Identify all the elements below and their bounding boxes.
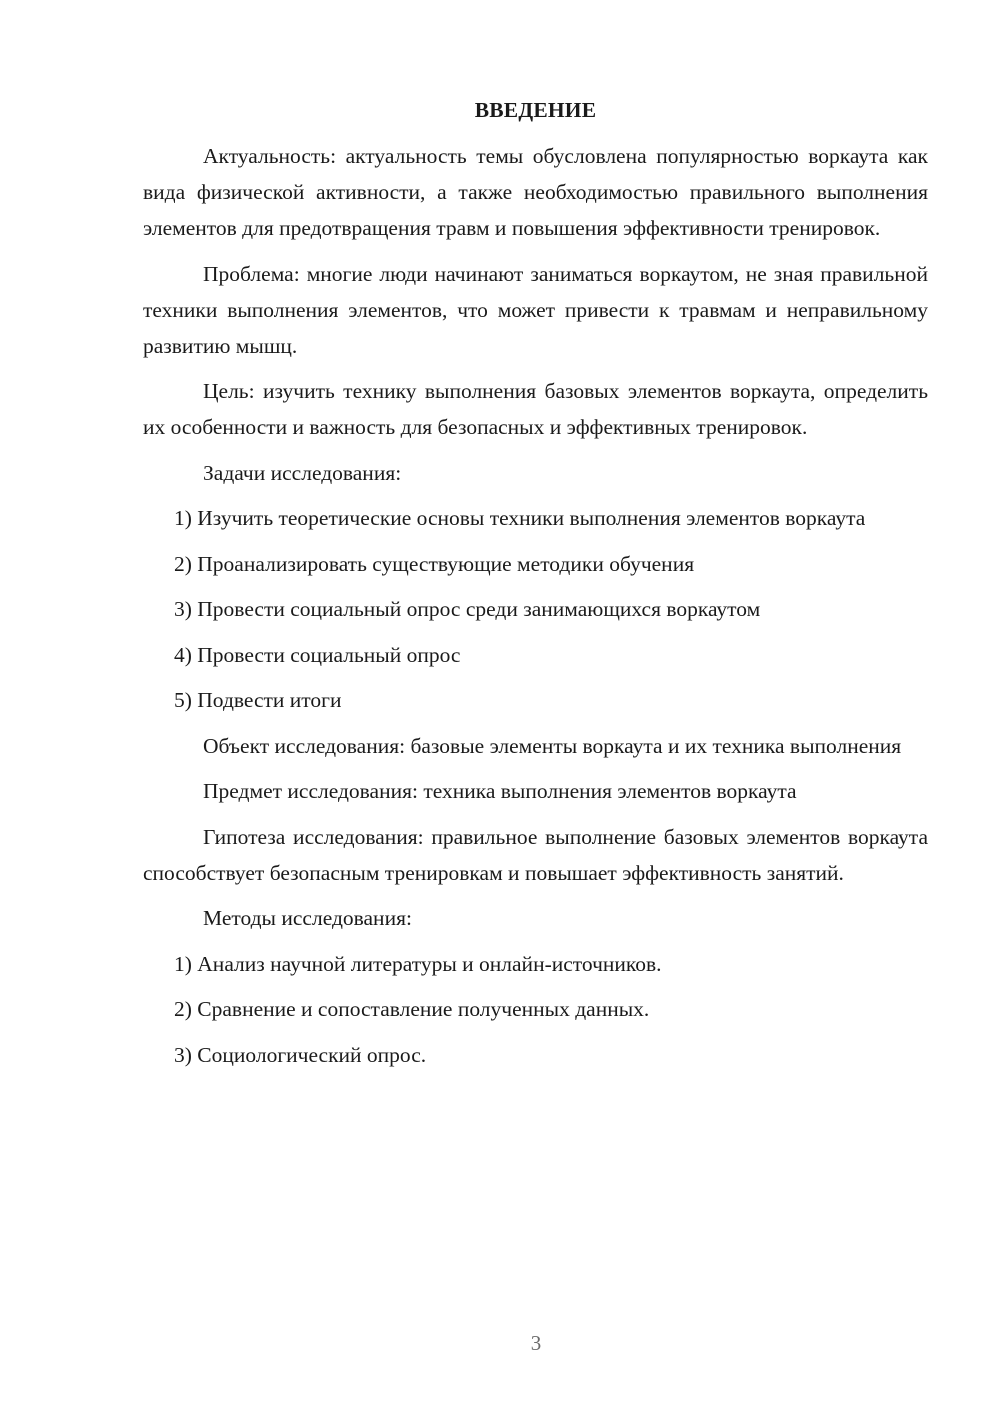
task-item: 4) Провести социальный опрос bbox=[174, 642, 461, 667]
method-item: 2) Сравнение и сопоставление полученных данных. bbox=[174, 997, 650, 1021]
method-item: 1) Анализ научной литературы и онлайн-источников. bbox=[174, 951, 662, 976]
task-item: 2) Проанализировать существующие методики обучения bbox=[174, 551, 695, 576]
problem-paragraph: Проблема: многие люди начинают заниматься воркаутом, не зная правильной техники выполнения элементов, что может привести к травмам и неправильному развитию мышц. bbox=[143, 261, 928, 358]
page-number: 3 bbox=[530, 1331, 542, 1355]
object-paragraph: Объект исследования: базовые элементы воркаута и их техника выполнения bbox=[203, 733, 902, 758]
section-title: ВВЕДЕНИЕ bbox=[474, 98, 597, 122]
tasks-list bbox=[143, 500, 928, 718]
task-item: 3) Провести социальный опрос среди занимающихся воркаутом bbox=[174, 597, 761, 621]
subject-paragraph: Предмет исследования: техника выполнения элементов воркаута bbox=[203, 779, 797, 803]
task-item: 5) Подвести итоги bbox=[174, 688, 342, 712]
methods-list bbox=[143, 946, 928, 1073]
methods-heading: Методы исследования: bbox=[203, 906, 412, 930]
task-item: 1) Изучить теоретические основы техники выполнения элементов воркаута bbox=[174, 506, 866, 530]
relevance-paragraph: Актуальность: актуальность темы обусловлена популярностью воркаута как вида физической активности, а также необходимостью правильного выполнения элементов для предотвращения травм и повышения эффективности тренировок. bbox=[143, 144, 928, 240]
goal-paragraph: Цель: изучить технику выполнения базовых элементов воркаута, определить их особенности и важность для безопасных и эффективных тренировок. bbox=[143, 379, 928, 439]
tasks-heading: Задачи исследования: bbox=[203, 460, 402, 485]
hypothesis-paragraph: Гипотеза исследования: правильное выполнение базовых элементов воркаута способствует безопасным тренировкам и повышает эффективность занятий. bbox=[143, 824, 928, 885]
method-item: 3) Социологический опрос. bbox=[174, 1042, 427, 1067]
document-page bbox=[143, 92, 928, 1082]
